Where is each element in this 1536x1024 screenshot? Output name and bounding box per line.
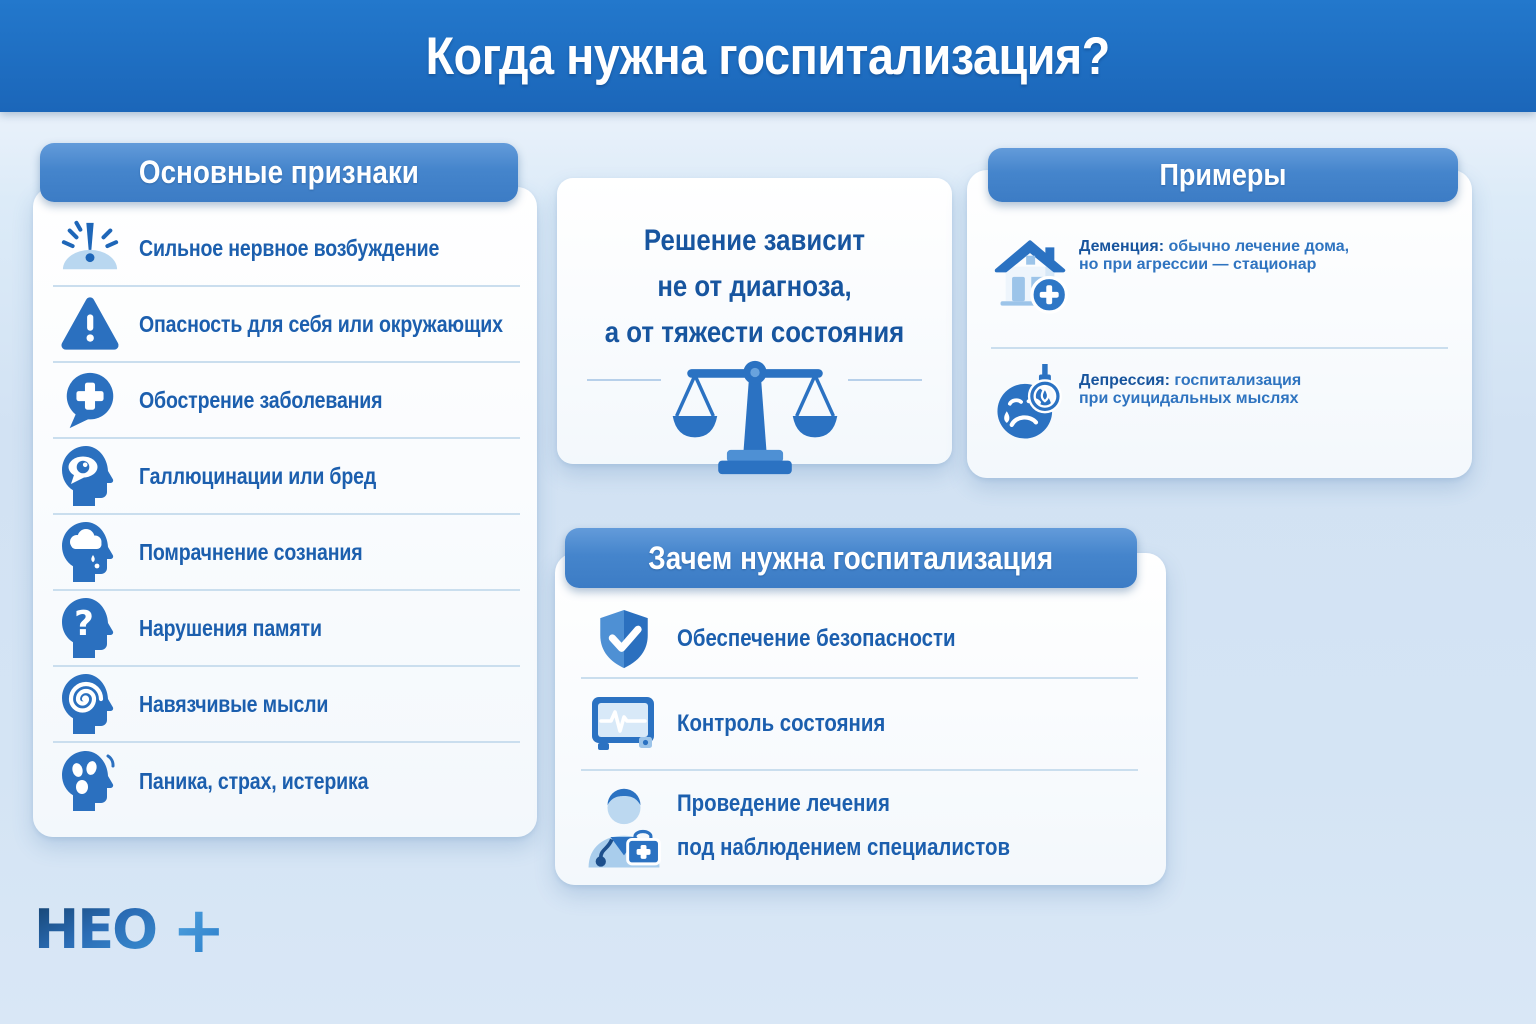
obsessive-thoughts-icon: [53, 672, 127, 736]
example-text-line2: при суицидальных мыслях: [1079, 390, 1299, 407]
danger-icon: [53, 294, 127, 354]
purpose-card-header: [565, 528, 1137, 588]
example-text-line2: но при агрессии — стационар: [1079, 256, 1317, 273]
decision-line-1: Решение зависит: [643, 224, 866, 257]
signs-card-header: [40, 143, 518, 202]
divider: [848, 379, 922, 381]
examples-card-header: [988, 148, 1458, 202]
sign-label: Сильное нервное возбуждение: [139, 234, 440, 261]
sign-label: Паника, страх, истерика: [139, 767, 369, 794]
decision-text: [557, 178, 952, 356]
purpose-label: [677, 782, 1010, 870]
purpose-label-line2: под наблюдением специалистов: [677, 834, 1011, 861]
list-item: [53, 439, 520, 515]
confusion-icon: [53, 520, 127, 584]
decision-line-2: не от диагноза,: [657, 270, 852, 303]
logo-plus: +: [172, 898, 226, 962]
list-item: [53, 211, 520, 287]
list-item: [53, 743, 520, 819]
example-term: Деменция:: [1079, 238, 1165, 255]
purpose-label-line1: Проведение лечения: [677, 790, 890, 817]
example-dementia: [1079, 238, 1349, 274]
sign-label: Нарушения памяти: [139, 614, 322, 641]
svg-text:?: ?: [74, 604, 94, 644]
list-item: [581, 771, 1138, 881]
example-text: обычно лечение дома,: [1164, 238, 1350, 255]
sign-label: Обострение заболевания: [139, 386, 383, 413]
page-header: [0, 0, 1536, 112]
monitoring-icon: [581, 693, 667, 755]
divider: [587, 379, 661, 381]
sign-label: Галлюцинации или бред: [139, 462, 377, 489]
examples-card: [967, 170, 1472, 478]
purpose-card-title: Зачем нужна госпитализация: [648, 539, 1054, 576]
example-term: Депрессия:: [1079, 372, 1170, 389]
decision-card: [557, 178, 952, 464]
page-title: Когда нужна госпитализация?: [425, 26, 1111, 86]
example-text: госпитализация: [1169, 372, 1302, 389]
panic-icon: [53, 749, 127, 813]
purpose-label: Контроль состояния: [677, 710, 886, 737]
list-item: [581, 679, 1138, 771]
neo-plus-logo: [34, 898, 246, 962]
signs-card: [33, 187, 537, 837]
doctor-icon: [581, 782, 667, 870]
sign-label: Навязчивые мысли: [139, 690, 329, 717]
balance-scale-icon: [667, 356, 843, 478]
list-item: [581, 601, 1138, 679]
signs-card-title: Основные признаки: [138, 154, 420, 190]
purpose-label: Обеспечение безопасности: [677, 625, 956, 652]
decision-line-3: а от тяжести состояния: [604, 316, 905, 349]
list-item: [53, 363, 520, 439]
purpose-card: [555, 553, 1166, 885]
divider: [991, 347, 1448, 349]
depression-icon: [991, 364, 1071, 451]
logo-text: НЕО: [34, 898, 156, 961]
excitement-icon: [53, 219, 127, 277]
illness-flareup-icon: [53, 369, 127, 431]
sign-label: Помрачнение сознания: [139, 538, 363, 565]
list-item: [53, 667, 520, 743]
list-item: [53, 591, 520, 667]
sign-label: Опасность для себя или окружающих: [139, 310, 503, 337]
home-care-icon: [989, 230, 1071, 321]
list-item: [53, 287, 520, 363]
example-depression: [1079, 372, 1301, 408]
examples-card-title: Примеры: [1159, 157, 1287, 192]
purpose-list: [555, 553, 1166, 881]
safety-shield-icon: [581, 607, 667, 671]
signs-list: [33, 187, 537, 819]
list-item: [53, 515, 520, 591]
memory-icon: [53, 596, 127, 660]
hallucinations-icon: [53, 444, 127, 508]
